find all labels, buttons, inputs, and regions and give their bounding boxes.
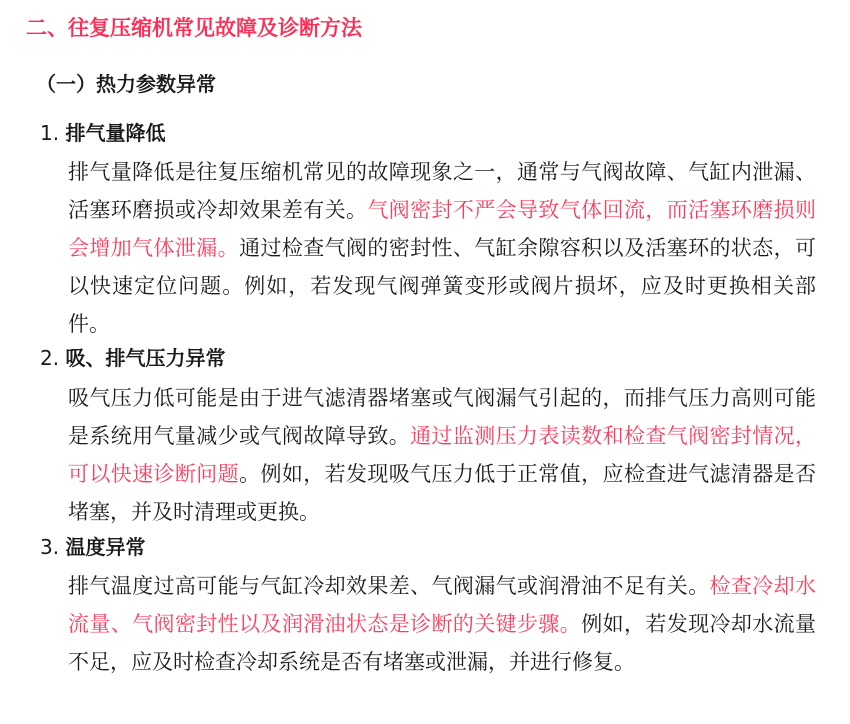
item-2-text-after: 。例如，若发现吸气压力低于正常值，应检查进气滤清器是否堵塞，并及时清理或更换。 [68, 462, 817, 524]
item-3-heading [40, 532, 145, 562]
item-3-highlight: 检查冷却水流量、气阀密封性以及润滑油状态是诊断的关键步骤。 [68, 574, 816, 636]
subsection-title: （一）热力参数异常 [36, 72, 216, 96]
item-2-body [68, 379, 816, 531]
item-1-text-before: 排气量降低是往复压缩机常见的故障现象之一，通常与气阀故障、气缸内泄漏、活塞环磨损或冷却效果差有关。 [68, 160, 816, 222]
item-1-text-after: 通过检查气阀的密封性、气缸余隙容积以及活塞环的状态，可以快速定位问题。例如，若发现气阀弹簧变形或阀片损坏，应及时更换相关部件。 [68, 236, 817, 336]
item-1-number: 1. [40, 121, 60, 145]
item-2-title: 吸、排气压力异常 [65, 346, 226, 370]
item-1-heading [40, 118, 165, 148]
item-2-number: 2. [40, 346, 60, 370]
section-title: 二、往复压缩机常见故障及诊断方法 [26, 16, 362, 40]
item-3-text-before: 排气温度过高可能与气缸冷却效果差、气阀漏气或润滑油不足有关。 [68, 574, 710, 598]
item-2-highlight: 通过监测压力表读数和检查气阀密封情况，可以快速诊断问题 [68, 424, 817, 486]
item-2-text-before: 吸气压力低可能是由于进气滤清器堵塞或气阀漏气引起的，而排气压力高则可能是系统用气量减少或气阀故障导致。 [68, 386, 816, 448]
item-3-title: 温度异常 [65, 535, 146, 559]
item-1-body [68, 153, 816, 343]
item-3-number: 3. [40, 535, 60, 559]
item-1-highlight: 气阀密封不严会导致气体回流，而活塞环磨损则会增加气体泄漏。 [68, 198, 817, 260]
item-3-body [68, 567, 816, 681]
item-3-text-after: 例如，若发现冷却水流量不足，应及时检查冷却系统是否有堵塞或泄漏，并进行修复。 [68, 612, 817, 674]
item-2-heading [40, 343, 225, 373]
item-1-title: 排气量降低 [65, 121, 166, 145]
